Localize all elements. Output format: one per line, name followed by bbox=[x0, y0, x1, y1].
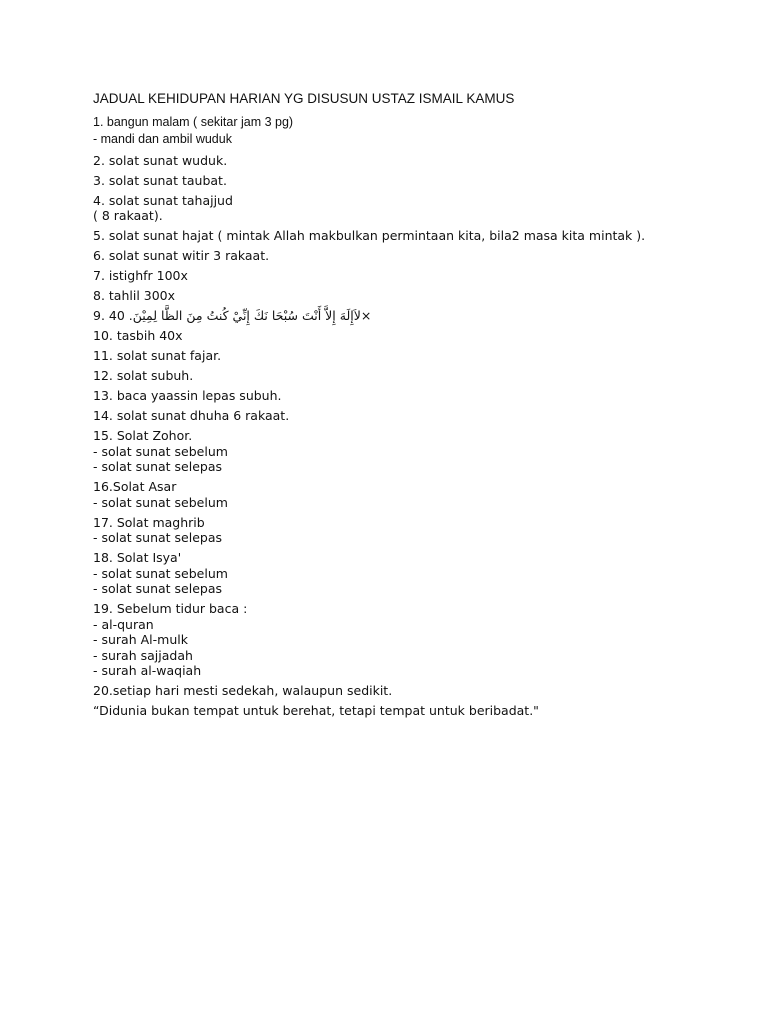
list-item-20 bbox=[93, 683, 733, 699]
list-item-9 bbox=[93, 308, 733, 324]
document-page bbox=[93, 90, 733, 719]
document-title: JADUAL KEHIDUPAN HARIAN YG DISUSUN USTAZ ISMAIL KAMUS bbox=[93, 91, 515, 106]
list-item-line: - solat sunat sebelum bbox=[93, 565, 228, 581]
list-item-line: - mandi dan ambil wuduk bbox=[93, 132, 232, 146]
list-item-line: 2. solat sunat wuduk. bbox=[93, 152, 228, 168]
list-item-2 bbox=[93, 153, 733, 169]
list-item-16 bbox=[93, 479, 733, 510]
list-item-line: 1. bangun malam ( sekitar jam 3 pg) bbox=[93, 115, 294, 129]
list-item-1 bbox=[93, 114, 733, 148]
list-item-line: - solat sunat selepas bbox=[93, 581, 223, 596]
list-item-10 bbox=[93, 328, 733, 344]
list-item-line: 6. solat sunat witir 3 rakaat. bbox=[93, 248, 270, 263]
list-item-line: 19. Sebelum tidur baca : bbox=[93, 601, 248, 616]
closing-quote bbox=[93, 703, 733, 719]
list-item-line: 15. Solat Zohor. bbox=[93, 428, 193, 443]
list-item-line: 20.setiap hari mesti sedekah, walaupun sedikit. bbox=[93, 683, 393, 698]
list-item-12 bbox=[93, 368, 733, 384]
list-item-15 bbox=[93, 428, 733, 475]
list-item-6 bbox=[93, 248, 733, 264]
list-item-18 bbox=[93, 550, 733, 597]
list-item-17 bbox=[93, 515, 733, 546]
list-item-line: - al-quran bbox=[93, 616, 154, 632]
list-item-5 bbox=[93, 228, 733, 244]
list-item-19 bbox=[93, 601, 733, 679]
list-item-line: - solat sunat sebelum bbox=[93, 494, 228, 510]
list-item-line: 16.Solat Asar bbox=[93, 479, 177, 494]
list-item-line: 9. 40 .لاَإِلَهَ إِلاَّ أَنْتَ سُبْحَا نَكَ إِنِّيْ كُنتُ مِنَ الظَّا لِمِيْنَ× bbox=[93, 308, 372, 323]
list-item-line: 18. Solat Isya' bbox=[93, 550, 182, 565]
list-item-line: - surah sajjadah bbox=[93, 647, 193, 663]
list-item-line: 8. tahlil 300x bbox=[93, 288, 176, 303]
list-item-line: 17. Solat maghrib bbox=[93, 514, 205, 530]
list-item-4 bbox=[93, 193, 733, 224]
list-item-line: 12. solat subuh. bbox=[93, 368, 194, 383]
list-item-line: 13. baca yaassin lepas subuh. bbox=[93, 388, 282, 403]
list-item-line: 5. solat sunat hajat ( mintak Allah makbulkan permintaan kita, bila2 masa kita mintak ). bbox=[93, 228, 646, 243]
quote-line: “Didunia bukan tempat untuk berehat, tetapi tempat untuk beribadat." bbox=[93, 703, 539, 718]
list-item-3 bbox=[93, 173, 733, 189]
list-item-line: 7. istighfr 100x bbox=[93, 268, 188, 283]
list-item-line: 10. tasbih 40x bbox=[93, 328, 183, 343]
list-item-line: 11. solat sunat fajar. bbox=[93, 348, 222, 363]
list-item-line: - surah al-waqiah bbox=[93, 663, 202, 678]
list-item-line: - surah Al-mulk bbox=[93, 632, 188, 647]
list-item-13 bbox=[93, 388, 733, 404]
list-item-line: 14. solat sunat dhuha 6 rakaat. bbox=[93, 408, 290, 423]
list-item-line: - solat sunat sebelum bbox=[93, 443, 228, 459]
list-item-line: - solat sunat selepas bbox=[93, 459, 223, 474]
list-item-line: 3. solat sunat taubat. bbox=[93, 172, 227, 188]
list-item-14 bbox=[93, 408, 733, 424]
list-item-7 bbox=[93, 268, 733, 284]
list-item-line: 4. solat sunat tahajjud bbox=[93, 192, 233, 208]
list-item-8 bbox=[93, 288, 733, 304]
list-item-line: ( 8 rakaat). bbox=[93, 208, 163, 223]
list-item-11 bbox=[93, 348, 733, 364]
list-item-line: - solat sunat selepas bbox=[93, 530, 223, 545]
